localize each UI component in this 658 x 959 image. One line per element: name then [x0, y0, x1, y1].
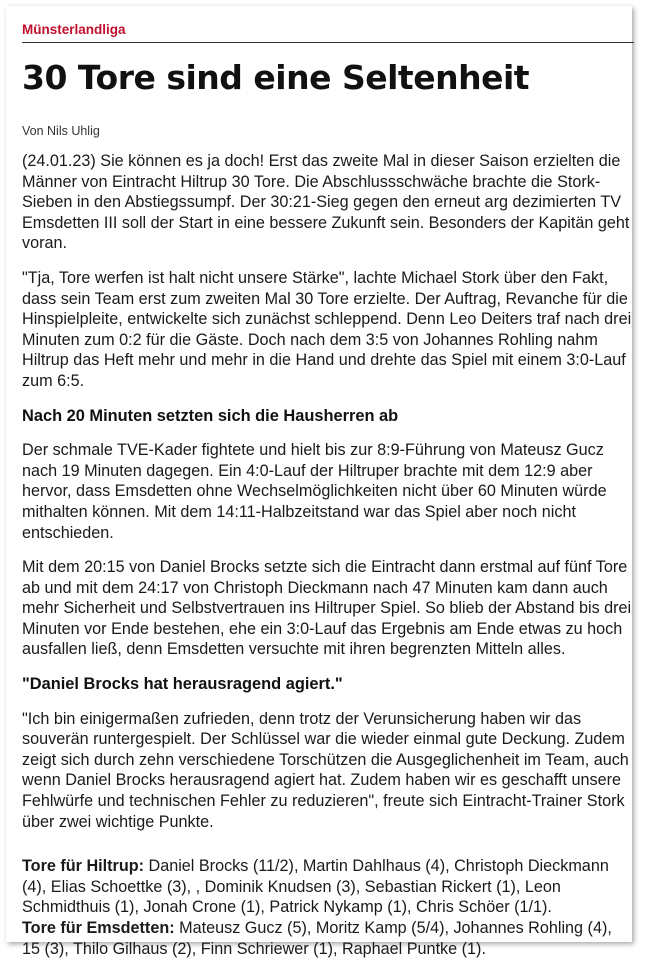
subheading-1: Nach 20 Minuten setzten sich die Hausherren ab [22, 406, 399, 425]
scorers-hiltrup-list: Daniel Brocks (11/2), Martin Dahlhaus (4), Christoph Dieckmann (4), Elias Schoettke (3), , Dominik Knudsen (3), Sebastian Rickert (1), Leon Schmidthuis (1), Jonah Crone (1), Patrick Nykamp (1), Chris Schöer (1/1). [22, 857, 609, 917]
article-card [6, 6, 632, 958]
article-paragraph-2: "Tja, Tore werfen ist halt nicht unsere Stärke", lachte Michael Stork über den Fakt, dass sein Team erst zum zweiten Mal 30 Tore erzielte. Der Auftrag, Revanche für die Hinspielpleite, entwickelte sich zunächst schleppend. Denn Leo Deiters traf nach drei Minuten zum 0:2 für die Gäste. Doch nach dem 3:5 von Johannes Rohling nahm Hiltrup das Heft mehr und mehr in die Hand und drehte das Spiel mit einem 3:0-Lauf zum 6:5. [22, 268, 632, 390]
article-content [22, 16, 634, 959]
article-paragraph-3: Der schmale TVE-Kader fightete und hielt bis zur 8:9-Führung von Mateusz Gucz nach 19 Minuten dagegen. Ein 4:0-Lauf der Hiltruper brachte mit dem 12:9 aber hervor, dass Emsdetten ohne Wechselmöglichkeiten nicht über 60 Minuten würde mithalten können. Mit dem 14:11-Halbzeitstand war das Spiel aber noch nicht entschieden. [22, 441, 607, 542]
article-headline: 30 Tore sind eine Seltenheit [22, 58, 530, 97]
article-paragraph-1: (24.01.23) Sie können es ja doch! Erst das zweite Mal in dieser Saison erzielten die Männer von Eintracht Hiltrup 30 Tore. Die Abschlussschwäche brachte die Stork-Sieben in den Abstiegssumpf. Der 30:21-Sieg gegen den erneut arg dezimierten TV Emsdetten III soll der Start in eine bessere Zukunft sein. Besonders der Kapitän geht voran. [22, 152, 630, 253]
scorers-hiltrup-label: Tore für Hiltrup: [22, 857, 144, 876]
scorers-emsdetten [22, 918, 634, 959]
scorers-emsdetten-list: Mateusz Gucz (5), Moritz Kamp (5/4), Johannes Rohling (4), 15 (3), Thilo Gilhaus (2), Finn Schriewer (1), Raphael Puntke (1). [22, 919, 612, 958]
subheading-2: "Daniel Brocks hat herausragend agiert." [22, 675, 343, 694]
article-paragraph-4: Mit dem 20:15 von Daniel Brocks setzte sich die Eintracht dann erstmal auf fünf Tore ab und mit dem 24:17 von Christoph Dieckmann nach 47 Minuten kam dann auch mehr Sicherheit und Selbstvertrauen ins Hiltruper Spiel. So blieb der Abstand bis drei Minuten vor Ende bestehen, ehe ein 3:0-Lauf das Ergebnis am Ende etwas zu hoch ausfallen ließ, denn Emsdetten versuchte mit ihren begrenzten Mitteln alles. [22, 558, 632, 659]
section-label[interactable]: Münsterlandliga [22, 16, 634, 43]
scorers-hiltrup [22, 856, 634, 918]
scorers-block [22, 856, 634, 959]
article-paragraph-5: "Ich bin einigermaßen zufrieden, denn trotz der Verunsicherung haben wir das souverän runtergespielt. Der Schlüssel war die wieder einmal gute Deckung. Zudem zeigt sich durch zehn verschiedene Torschützen die Ausgeglichenheit im Team, auch wenn Daniel Brocks herausragend agiert hat. Zudem haben wir es geschafft unsere Fehlwürfe und technischen Fehler zu reduzieren", freute sich Eintracht-Trainer Stork über zwei wichtige Punkte. [22, 709, 629, 831]
scorers-emsdetten-label: Tore für Emsdetten: [22, 919, 175, 937]
author-byline: Von Nils Uhlig [22, 124, 100, 138]
